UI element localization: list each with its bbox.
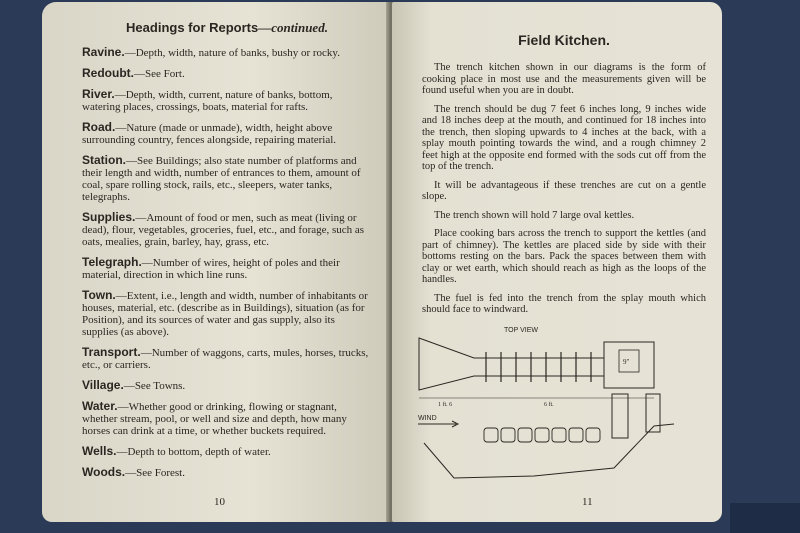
page-title: Field Kitchen. bbox=[518, 32, 610, 48]
chimney-dimension: 9" bbox=[623, 358, 630, 366]
kettle bbox=[501, 428, 515, 442]
entry-text: —Nature (made or unmade), width, height above surrounding country, fences alongside, repairing material. bbox=[82, 122, 337, 146]
report-heading-entry bbox=[82, 211, 372, 248]
entry-term: Village. bbox=[82, 378, 124, 392]
page-number-left: 10 bbox=[214, 496, 225, 508]
entry-text: —Depth, width, current, nature of banks, bottom, watering places, crossings, boats, material for rafts. bbox=[82, 89, 333, 113]
wind-label: WIND bbox=[418, 415, 437, 422]
kettle bbox=[586, 428, 600, 442]
header-continued: —continued. bbox=[258, 20, 328, 35]
open-book bbox=[40, 2, 728, 528]
report-heading-entry bbox=[82, 346, 372, 371]
entry-term: Telegraph. bbox=[82, 255, 142, 269]
entry-text: —Whether good or drinking, flowing or stagnant, whether stream, pool, or well and size and depth, how many horses can drink at a time, or whether buckets required. bbox=[82, 401, 347, 437]
paragraph: The fuel is fed into the trench from the splay mouth which should face to windward. bbox=[422, 292, 706, 315]
entry-term: Wells. bbox=[82, 444, 117, 458]
cooking-bars bbox=[486, 352, 591, 382]
entry-term: River. bbox=[82, 87, 115, 101]
page-header bbox=[82, 20, 372, 36]
report-heading-entry bbox=[82, 46, 372, 59]
paragraphs bbox=[422, 62, 706, 316]
chimney-section bbox=[612, 394, 628, 438]
report-heading-entry bbox=[82, 67, 372, 80]
background-corner bbox=[730, 503, 800, 533]
kettles bbox=[484, 428, 600, 442]
kettle bbox=[552, 428, 566, 442]
report-heading-entry bbox=[82, 88, 372, 113]
paragraph: The trench kitchen shown in our diagrams is the form of cooking place in most use and the measurements given will be found useful when you are in doubt. bbox=[422, 62, 706, 96]
entry-text: —Number of waggons, carts, mules, horses, trucks, etc., or carriers. bbox=[82, 347, 369, 371]
entry-text: —Depth, width, nature of banks, bushy or rocky. bbox=[124, 47, 340, 59]
entry-text: —See Buildings; also state number of platforms and their length and width, number of entrances to them, amount of coal, spare rolling stock, rails, etc., sleepers, water tanks, telegraphs. bbox=[82, 155, 361, 203]
entry-term: Town. bbox=[82, 288, 116, 302]
entry-text: —Number of wires, height of poles and their material, direction in which line runs. bbox=[82, 257, 340, 281]
entries-list bbox=[82, 46, 372, 479]
entry-text: —Depth to bottom, depth of water. bbox=[116, 446, 271, 458]
report-heading-entry bbox=[82, 466, 372, 479]
report-heading-entry bbox=[82, 289, 372, 338]
kettle bbox=[535, 428, 549, 442]
back-wall bbox=[646, 394, 660, 432]
entry-term: Water. bbox=[82, 399, 118, 413]
entry-term: Transport. bbox=[82, 345, 141, 359]
right-page bbox=[392, 2, 722, 522]
report-heading-entry bbox=[82, 379, 372, 392]
report-heading-entry bbox=[82, 445, 372, 458]
entry-term: Station. bbox=[82, 153, 126, 167]
entry-text: —Amount of food or men, such as meat (living or dead), flour, vegetables, groceries, fuel, etc., and forage, such as oats, mealies, grain, barley, hay, grass, etc. bbox=[82, 212, 365, 248]
entry-term: Supplies. bbox=[82, 210, 136, 224]
top-view-label: TOP VIEW bbox=[504, 327, 538, 334]
entry-text: —See Fort. bbox=[134, 68, 185, 80]
entry-term: Road. bbox=[82, 120, 116, 134]
kettle bbox=[569, 428, 583, 442]
paragraph: Place cooking bars across the trench to support the kettles (and part of chimney). The kettles are placed side by side with their bottoms resting on the bars. Pack the spaces between them with clay or wet earth, which should reach as high as the loops of the handles. bbox=[422, 228, 706, 285]
field-kitchen-diagram bbox=[414, 318, 684, 488]
kettle bbox=[484, 428, 498, 442]
report-heading-entry bbox=[82, 154, 372, 203]
paragraph: The trench shown will hold 7 large oval kettles. bbox=[434, 209, 635, 221]
entry-term: Redoubt. bbox=[82, 66, 134, 80]
paragraph: The trench should be dug 7 feet 6 inches long, 9 inches wide and 18 inches deep at the mouth, and continued for 18 inches into the trench, then sloping upwards to 4 inches at the back, with a splay mouth pointing towards the wind, and a rough chimney 2 feet high at the opposite end formed with the sods cut off from the top of the trench. bbox=[422, 103, 706, 172]
entry-text: —See Towns. bbox=[123, 380, 186, 392]
paragraph: It will be advantageous if these trenches are cut on a gentle slope. bbox=[422, 179, 706, 202]
entry-text: —Extent, i.e., length and width, number of inhabitants or houses, material, etc. (describe as in Buildings), situation (as for Position), and its sources of water and gas supply, also its supplies (as above). bbox=[82, 290, 368, 338]
left-page bbox=[42, 2, 390, 522]
mouth-dimension: 1 ft. 6 bbox=[438, 402, 453, 408]
entry-text: —See Forest. bbox=[125, 467, 185, 479]
length-dimension: 6 ft. bbox=[544, 402, 554, 408]
page-number-right: 11 bbox=[582, 496, 593, 508]
report-heading-entry bbox=[82, 121, 372, 146]
header-title: Headings for Reports bbox=[126, 20, 259, 35]
kettle bbox=[518, 428, 532, 442]
entry-term: Woods. bbox=[82, 465, 126, 479]
report-heading-entry bbox=[82, 400, 372, 437]
report-heading-entry bbox=[82, 256, 372, 281]
entry-term: Ravine. bbox=[82, 45, 125, 59]
